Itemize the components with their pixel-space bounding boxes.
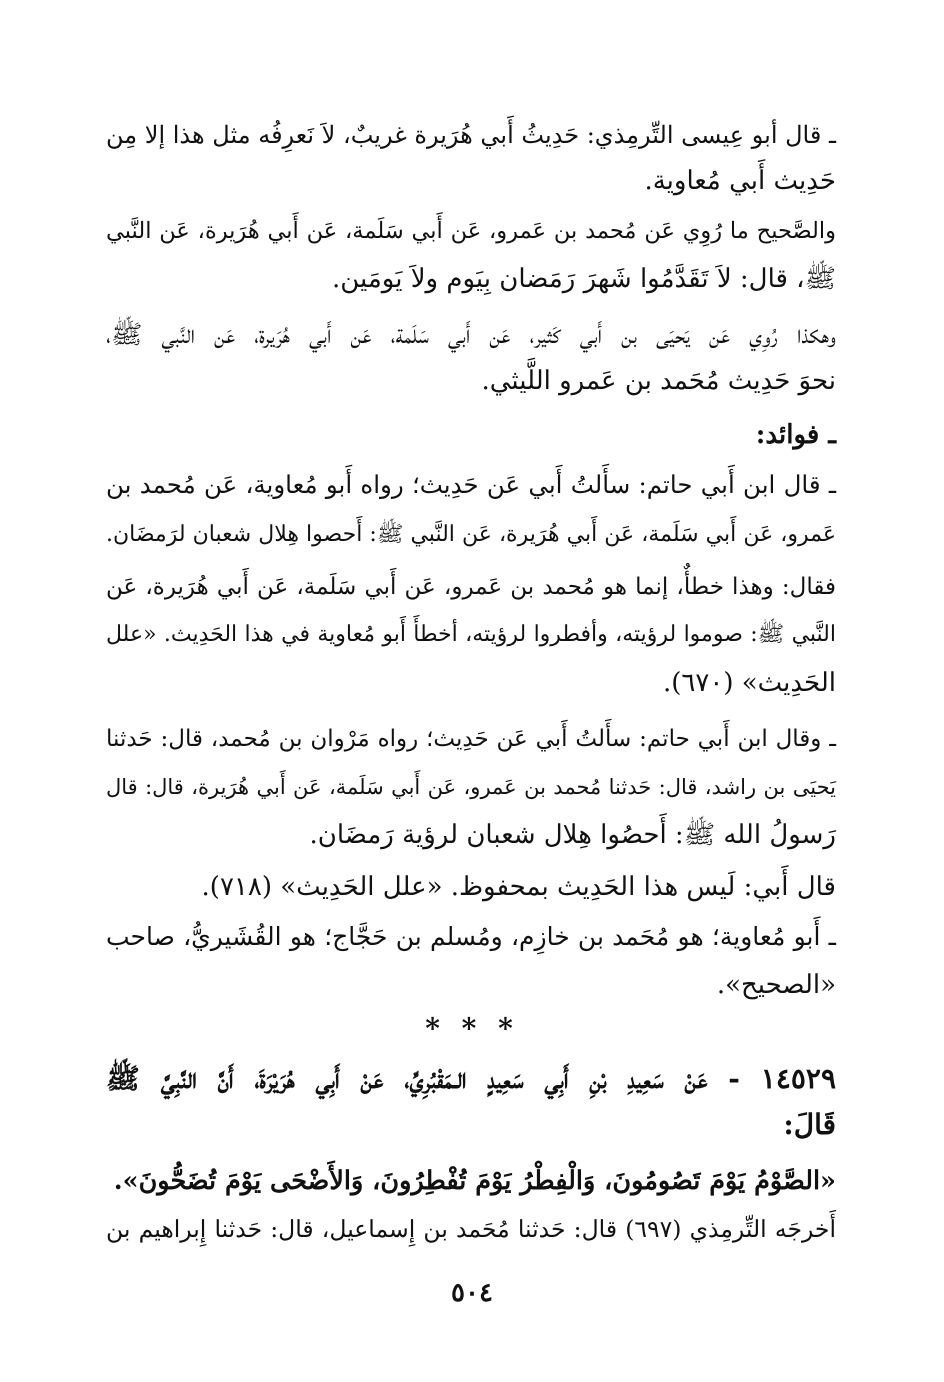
text-line-6: نحوَ حَدِيث مُحَمد بن عَمرو اللَّيثي. <box>481 366 836 396</box>
text-line-9: عَمرو، عَن أَبي سَلَمة، عَن أَبي هُرَيرة، عَن النَّبي ﷺ: أَحصوا هِلال شعبان لرَمضَان. <box>106 522 836 547</box>
text-line-10: فقال: وهذا خطأٌ، إنما هو مُحمد بن عَمرو، عَن أَبي سَلَمة، عَن أَبي هُرَيرة، عَن <box>106 574 836 600</box>
text-line-15: رَسولُ الله ﷺ: أَحصُوا هِلال شعبان لرؤية رَمضَان. <box>309 820 836 850</box>
text-line-13: ـ وقال ابن أَبي حاتم: سأَلتُ أَبي عَن حَدِيث؛ رواه مَرْوان بن مُحمد، قال: حَدثنا <box>106 726 836 752</box>
section-heading-fawaid: ـ فوائد: <box>755 420 836 450</box>
text-line-1: ـ قال أبو عِيسى التِّرمِذي: حَدِيثُ أَبي هُرَيرة غريبٌ، لاَ نَعرِفُه مثل هذا إلا مِن <box>106 121 836 149</box>
text-line-17: ـ أَبو مُعاوية؛ هو مُحَمد بن خازِم، ومُسلم بن حَجَّاج؛ هو القُشَيريُّ، صاحب <box>106 922 836 951</box>
hadith-isnad-line: ١٤٥٢٩ - عَنْ سَعِيدِ بْنِ أَبِي سَعِيدٍ الـمَقْبُرِيِّ، عَنْ أَبِي هُرَيْرَةَ، أَنَّ النَّبِيَّ ﷺ <box>106 1062 836 1095</box>
text-line-2: حَدِيث أَبي مُعاوية. <box>644 166 836 196</box>
takhrij-line: أَخرجَه التِّرمِذي (٦٩٧) قال: حَدثنا مُحَمد بن إِسماعيل، قال: حَدثنا إِبراهيم بن <box>106 1215 836 1243</box>
text-line-16: قال أَبي: لَيس هذا الحَدِيث بمحفوظ. «علل الحَدِيث» (٧١٨). <box>201 872 836 902</box>
text-line-14: يَحيَى بن راشد، قال: حَدثنا مُحمد بن عَمرو، عَن أَبي سَلَمة، عَن أَبي هُرَيرة، قال: قال <box>106 775 836 799</box>
text-line-3: والصَّحيح ما رُوِي عَن مُحمد بن عَمرو، عَن أَبي سَلَمة، عَن أَبي هُرَيرة، عَن النَّبي <box>106 218 836 244</box>
text-line-5: وهكذا رُوِي عَن يَحيَى بن أَبي كَثير، عَن أَبي سَلَمة، عَن أَبي هُرَيرة، عَن النَّبي ﷺ، <box>106 320 837 350</box>
section-separator: * * * <box>425 1012 519 1045</box>
page-number: ٥٠٤ <box>451 1278 493 1308</box>
text-line-4: ﷺ، قال: لاَ تَقَدَّمُوا شَهرَ رَمَضان بِيَوم ولاَ يَومَين. <box>331 264 836 294</box>
text-line-18: «الصحيح». <box>716 970 836 1000</box>
text-line-12: الحَدِيث» (٦٧٠). <box>663 668 836 698</box>
hadith-text: «الصَّوْمُ يَوْمَ تَصُومُونَ، وَالْفِطْرُ يَوْمَ تُفْطِرُونَ، وَالأَضْحَى يَوْمَ تُضَحُّونَ». <box>113 1166 836 1196</box>
hadith-qala-line: قَالَ: <box>783 1108 836 1141</box>
text-line-11: النَّبي ﷺ: صوموا لرؤيته، وأفطروا لرؤيته، أخطأَ أَبو مُعاوية في هذا الحَدِيث. «علل <box>106 622 836 647</box>
text-line-8: ـ قال ابن أَبي حاتم: سأَلتُ أَبي عَن حَدِيث؛ رواه أَبو مُعاوية، عَن مُحمد بن <box>106 470 836 499</box>
